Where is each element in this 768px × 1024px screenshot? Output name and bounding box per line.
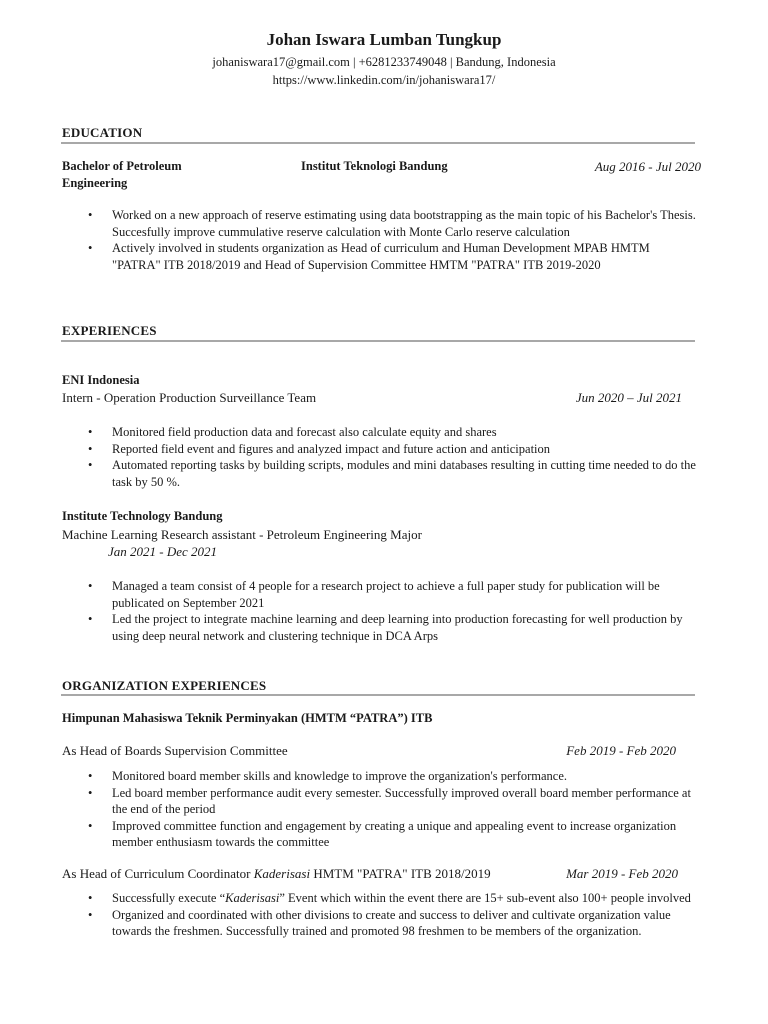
job-dates: Jun 2020 – Jul 2021 — [575, 390, 682, 405]
contact-line: johaniswara17@gmail.com | +6281233749048 | Bandung, Indonesia — [212, 55, 556, 69]
job-dates: Jan 2021 - Dec 2021 — [108, 544, 218, 559]
list-item: • Monitored board member skills and knowledge to improve the organization's performance. — [88, 768, 700, 785]
list-item: • Managed a team consist of 4 people for a research project to achieve a full paper study for publication will be publicated on September 2021 — [88, 578, 700, 611]
org-role-bullets — [88, 890, 700, 940]
list-item: • Automated reporting tasks by building scripts, modules and mini databases resulting in cutting time needed to do the task by 50 %. — [88, 457, 700, 490]
experiences-heading: EXPERIENCES — [62, 323, 157, 338]
job-company: Institute Technology Bandung — [62, 509, 223, 523]
education-heading: EDUCATION — [62, 125, 143, 140]
education-degree-line2: Engineering — [62, 176, 128, 190]
list-item: • Led board member performance audit every semester. Successfully improved overall board member performance at the end of the period — [88, 785, 700, 818]
list-item: • Improved committee function and engagement by creating a unique and appealing event to increase organization member enthusiasm towards the committee — [88, 818, 700, 851]
list-item: • Organized and coordinated with other divisions to create and success to deliver and cultivate organization value towards the freshmen. Successfully trained and promoted 98 freshmen to be members of the organization. — [88, 907, 700, 940]
organization-name: Himpunan Mahasiswa Teknik Perminyakan (HMTM “PATRA”) ITB — [62, 711, 433, 725]
education-degree-line1: Bachelor of Petroleum — [62, 159, 182, 173]
job-bullets — [88, 578, 700, 644]
job-company: ENI Indonesia — [62, 373, 140, 387]
linkedin-url: https://www.linkedin.com/in/johaniswara17/ — [272, 73, 496, 87]
org-role-bullets — [88, 768, 700, 851]
org-role-title-suffix: HMTM "PATRA" ITB 2018/2019 — [310, 866, 491, 881]
org-role-dates: Mar 2019 - Feb 2020 — [566, 866, 678, 881]
education-bullets — [88, 207, 700, 273]
job-role: Intern - Operation Production Surveillance Team — [62, 390, 317, 405]
list-item — [88, 890, 700, 907]
org-role-title: As Head of Boards Supervision Committee — [62, 743, 288, 758]
organization-heading: ORGANIZATION EXPERIENCES — [62, 678, 267, 693]
bullet-italic: Kaderisasi — [225, 891, 280, 905]
experiences-divider — [61, 340, 695, 342]
org-role-dates: Feb 2019 - Feb 2020 — [566, 743, 676, 758]
list-item: • Worked on a new approach of reserve estimating using data bootstrapping as the main topic of his Bachelor's Thesis. Succesfully improve cummulative reserve calculation with Monte Carlo reserve calculation — [88, 207, 700, 240]
bullet-suffix: ” Event which within the event there are 15+ sub-event also 100+ people involved — [279, 891, 691, 905]
list-item: • Actively involved in students organization as Head of curriculum and Human Development MPAB HMTM "PATRA" ITB 2018/2019 and Head of Supervision Committee HMTM "PATRA" ITB 2019-2020 — [88, 240, 700, 273]
job-role: Machine Learning Research assistant - Petroleum Engineering Major — [62, 527, 422, 542]
candidate-name: Johan Iswara Lumban Tungkup — [266, 30, 502, 49]
list-item: • Reported field event and figures and analyzed impact and future action and anticipation — [88, 441, 700, 458]
list-item: • Monitored field production data and forecast also calculate equity and shares — [88, 424, 700, 441]
org-role-title-italic: Kaderisasi — [253, 866, 311, 881]
list-item: • Led the project to integrate machine learning and deep learning into production forecasting for well production by using deep neural network and clustering technique in DCA Arps — [88, 611, 700, 644]
education-school: Institut Teknologi Bandung — [301, 159, 448, 173]
org-role-title — [62, 866, 491, 882]
org-role-title-prefix: As Head of Curriculum Coordinator — [62, 866, 254, 881]
organization-divider — [61, 694, 695, 696]
job-bullets — [88, 424, 700, 490]
bullet-prefix: Successfully execute “ — [112, 891, 226, 905]
education-dates: Aug 2016 - Jul 2020 — [594, 159, 701, 174]
education-divider — [61, 142, 695, 144]
